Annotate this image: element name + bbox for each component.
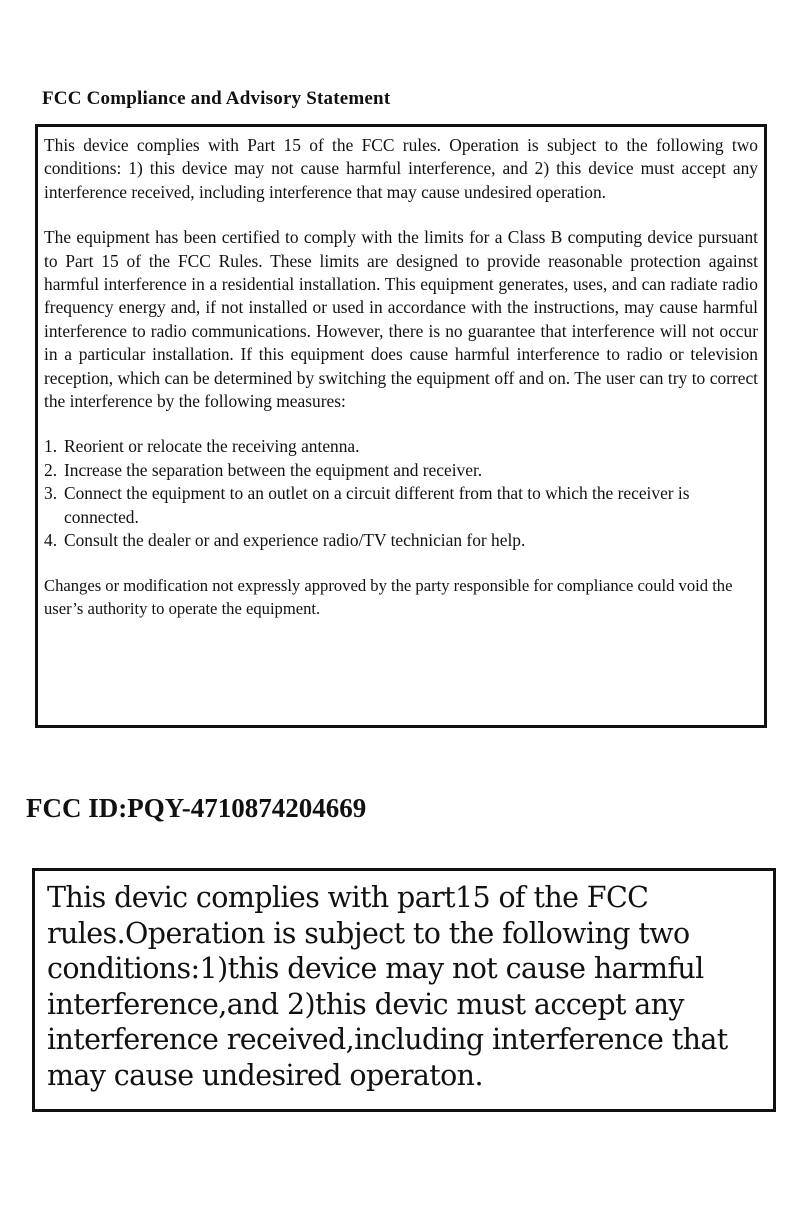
list-item-text: Increase the separation between the equipment and receiver. xyxy=(64,459,483,480)
list-item xyxy=(44,482,758,529)
statement-paragraph-modifications: Changes or modification not expressly approved by the party responsible for compliance could void the user’s authority to operate the equipment. xyxy=(44,575,733,618)
list-item-number: 1. xyxy=(44,436,58,457)
statement-title: FCC Compliance and Advisory Statement xyxy=(42,88,391,109)
list-item-number: 2. xyxy=(44,459,58,480)
measures-list xyxy=(44,435,758,552)
list-item-text: Connect the equipment to an outlet on a circuit different from that to which the receiver is connected. xyxy=(64,483,690,527)
list-item-text: Consult the dealer or and experience radio/TV technician for help. xyxy=(64,530,526,551)
statement-paragraph-conditions: This device complies with Part 15 of the FCC rules. Operation is subject to the following two conditions: 1) this device may not cause harmful interference, and 2) this device must accept any interference received, including interference that may cause undesired operation. xyxy=(44,135,758,202)
list-item-number: 3. xyxy=(44,483,58,504)
fcc-id-heading: FCC ID:PQY-4710874204669 xyxy=(26,793,367,823)
compliance-statement-box xyxy=(35,124,767,728)
list-item xyxy=(44,529,758,552)
list-item-text: Reorient or relocate the receiving antenna. xyxy=(64,436,360,457)
fcc-label-text: This devic complies with part15 of the FCC rules.Operation is subject to the following two conditions:1)this device may not cause harmful interference,and 2)this devic must accept any interference received,including interference that may cause undesired operaton. xyxy=(47,881,728,1092)
fcc-label-box xyxy=(32,868,776,1112)
list-item xyxy=(44,435,758,458)
list-item-number: 4. xyxy=(44,530,58,551)
statement-paragraph-class-b: The equipment has been certified to comply with the limits for a Class B computing device pursuant to Part 15 of the FCC Rules. These limits are designed to provide reasonable protection against harmful interference in a residential installation. This equipment generates, uses, and can radiate radio frequency energy and, if not installed or used in accordance with the instructions, may cause harmful interference to radio communications. However, there is no guarantee that interference will not occur in a particular installation. If this equipment does cause harmful interference to radio or television reception, which can be determined by switching the equipment off and on. The user can try to correct the interference by the following measures: xyxy=(44,227,758,412)
list-item xyxy=(44,459,758,482)
